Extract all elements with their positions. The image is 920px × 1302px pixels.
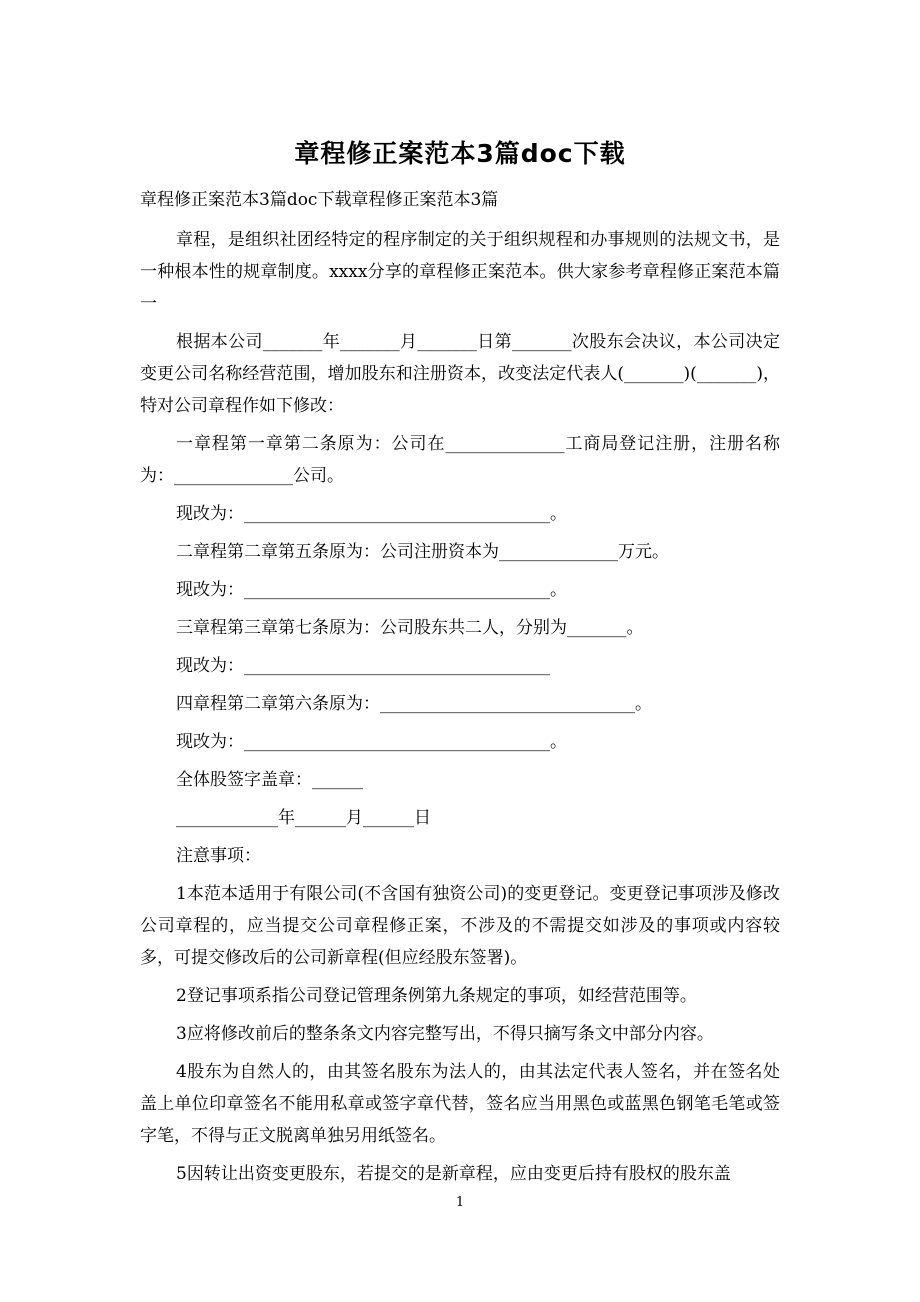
shareholder-signature-line: 全体股签字盖章：______: [176, 770, 363, 790]
resolution-paragraph: 根据本公司_______年_______月_______日第_______次股东会决议，本公司决定变更公司名称经营范围，增加股东和注册资本，改变法定代表人(_______)(_______)，特对公司章程作如下修改：: [140, 332, 780, 416]
note-4: 4股东为自然人的，由其签名股东为法人的，由其法定代表人签名，并在签名处盖上单位印章签名不能用私章或签字章代替，签名应当用黑色或蓝黑色钢笔毛笔或签字笔，不得与正文脱离单独另用纸签名。: [140, 1062, 780, 1146]
date-line: ____________年______月______日: [176, 808, 431, 828]
amendment-4-revised: 现改为：____________________________________。: [176, 732, 567, 752]
note-1: 1本范本适用于有限公司(不含国有独资公司)的变更登记。变更登记事项涉及修改公司章程的，应当提交公司章程修正案，不涉及的不需提交如涉及的事项或内容较多，可提交修改后的公司新章程(但应经股东签署)。: [140, 884, 780, 968]
page-number: 1: [455, 1195, 465, 1210]
amendment-3-original: 三章程第三章第七条原为：公司股东共二人，分别为_______。: [176, 618, 644, 638]
document-title: 章程修正案范本3篇doc下载: [294, 139, 626, 168]
notes-heading: 注意事项：: [176, 846, 261, 866]
note-3: 3应将修改前后的整条条文内容完整写出，不得只摘写条文中部分内容。: [176, 1024, 714, 1044]
note-5: 5因转让出资变更股东，若提交的是新章程，应由变更后持有股权的股东盖: [176, 1164, 731, 1184]
amendment-1-revised: 现改为：____________________________________。: [176, 504, 567, 524]
amendment-1-original: 一章程第一章第二条原为：公司在______________工商局登记注册，注册名称为：______________公司。: [140, 434, 780, 486]
document-body: [140, 184, 780, 1196]
amendment-2-original: 二章程第二章第五条原为：公司注册资本为______________万元。: [176, 542, 669, 562]
amendment-2-revised: 现改为：____________________________________。: [176, 580, 567, 600]
intro-paragraph: 章程，是组织社团经特定的程序制定的关于组织规程和办事规则的法规文书，是一种根本性的规章制度。xxxx分享的章程修正案范本。供大家参考章程修正案范本篇一: [140, 230, 780, 314]
amendment-4-original: 四章程第二章第六条原为：______________________________。: [176, 694, 652, 714]
document-subtitle: 章程修正案范本3篇doc下载章程修正案范本3篇: [140, 190, 499, 210]
amendment-3-revised: 现改为：____________________________________: [176, 656, 550, 676]
note-2: 2登记事项系指公司登记管理条例第九条规定的事项，如经营范围等。: [176, 986, 697, 1006]
